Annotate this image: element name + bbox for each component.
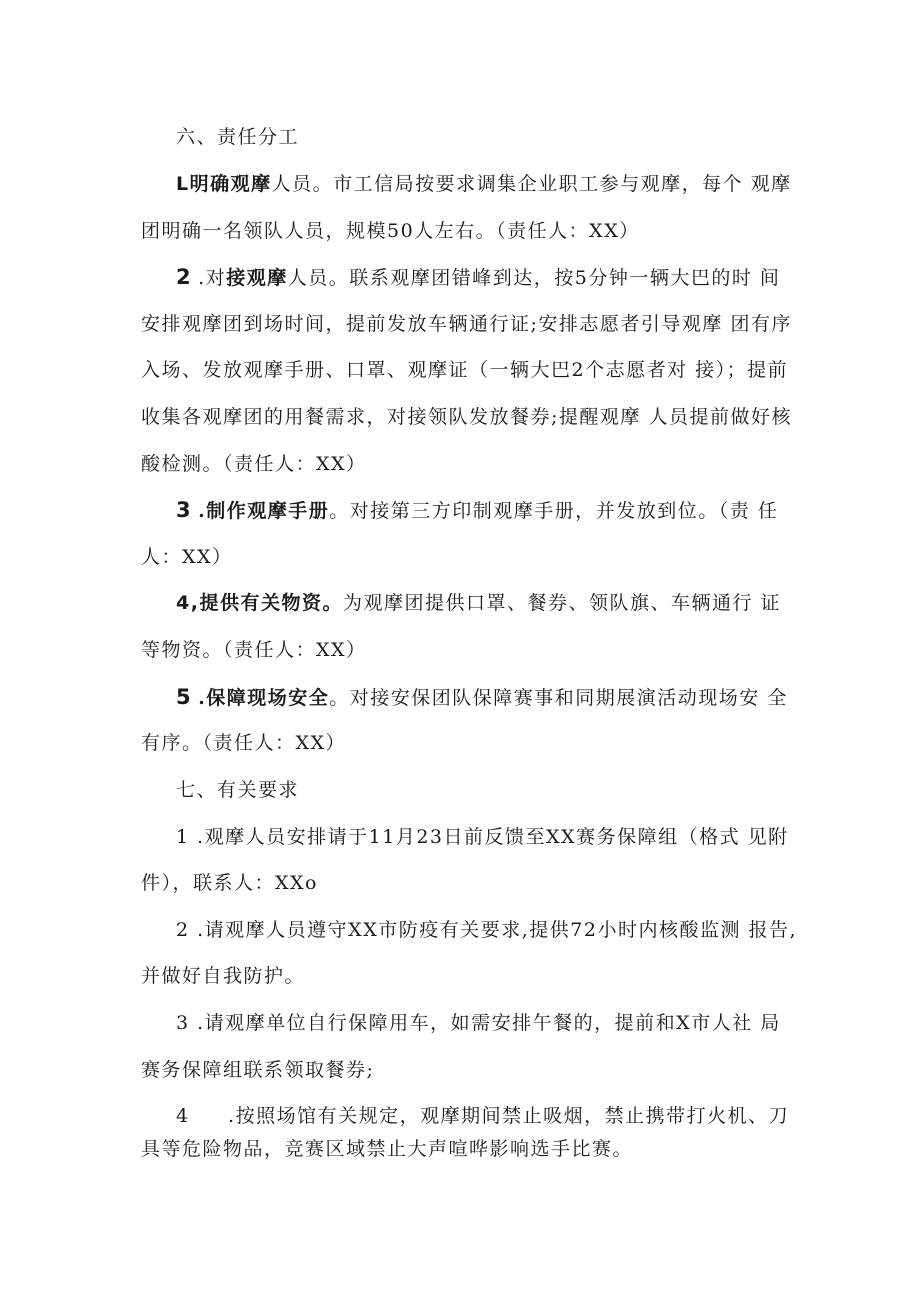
item-4-line-1 — [176, 590, 781, 616]
req-1-line-2: 件），联系人：XXo — [141, 872, 318, 894]
item-2-text: 人员。联系观摩团错峰到达，按5分钟一辆大巴的时 间 — [287, 267, 781, 289]
req-4-line-2: 具等危险物品，竞赛区域禁止大声喧哗影响选手比赛。 — [141, 1138, 634, 1160]
item-3-line-1 — [176, 497, 778, 524]
item-5-line-1 — [176, 684, 788, 711]
req-3-line-1: 3 .请观摩单位自行保障用车，如需安排午餐的，提前和X市人社 局 — [176, 1012, 781, 1034]
item-3-text: 。对接第三方印制观摩手册，并发放到位。（责 任 — [329, 500, 779, 522]
item-2-line-2: 安排观摩团到场时间，提前发放车辆通行证;安排志愿者引导观摩 团有序 — [141, 313, 792, 335]
item-4-line-2: 等物资。（责任人：XX） — [141, 639, 367, 661]
item-5-text: 。对接安保团队保障赛事和同期展演活动现场安 全 — [329, 687, 788, 709]
item-1-text: 人员。市工信局按要求调集企业职工参与观摩，每个 观摩 — [271, 173, 792, 195]
item-2-line-5: 酸检测。（责任人：XX） — [141, 453, 367, 475]
req-2-line-1: 2 .请观摩人员遵守XX市防疫有关要求,提供72小时内核酸监测 报告, — [176, 919, 798, 941]
req-3-line-2: 赛务保障组联系领取餐券; — [141, 1059, 375, 1081]
req-4-text: .按照场馆有关规定，观摩期间禁止吸烟，禁止携带打火机、刀 — [228, 1105, 790, 1127]
req-2-line-2: 并做好自我防护。 — [141, 965, 306, 987]
item-1-title: 明确观摩 — [189, 173, 272, 195]
item-5-title: .保障现场安全 — [198, 687, 330, 709]
item-4-text: 为观摩团提供口罩、餐券、领队旗、车辆通行 证 — [342, 592, 781, 614]
item-4-title: 4,提供有关物资。 — [176, 592, 343, 614]
item-5-number: 5 — [176, 685, 191, 709]
item-2-line-1 — [176, 264, 780, 291]
item-3-line-2: 人：XX） — [141, 546, 233, 568]
item-3-number: 3 — [176, 498, 191, 522]
item-1-line-2: 团明确一名领队人员，规模50人左右。（责任人：XX） — [141, 220, 640, 242]
section-heading-7: 七、有关要求 — [176, 779, 300, 801]
item-1-number: L — [176, 173, 190, 195]
section-heading-6: 六、责任分工 — [176, 126, 300, 148]
item-3-title: .制作观摩手册 — [198, 500, 330, 522]
req-1-line-1: 1 .观摩人员安排请于11月23日前反馈至XX赛务保障组（格式 见附 — [176, 826, 789, 848]
item-5-line-2: 有序。（责任人：XX） — [141, 732, 347, 754]
req-4-number: 4 — [176, 1105, 189, 1127]
item-2-title: 接观摩 — [226, 267, 288, 289]
item-1-line-1 — [176, 171, 792, 197]
req-4-line-1 — [176, 1103, 789, 1129]
item-2-number: 2 — [176, 265, 191, 289]
item-2-sep: .对 — [198, 267, 227, 289]
item-2-line-3: 入场、发放观摩手册、口罩、观摩证（一辆大巴2个志愿者对 接）；提前 — [141, 359, 789, 381]
item-2-line-4: 收集各观摩团的用餐需求，对接领队发放餐券;提醒观摩 人员提前做好核 — [141, 406, 792, 428]
